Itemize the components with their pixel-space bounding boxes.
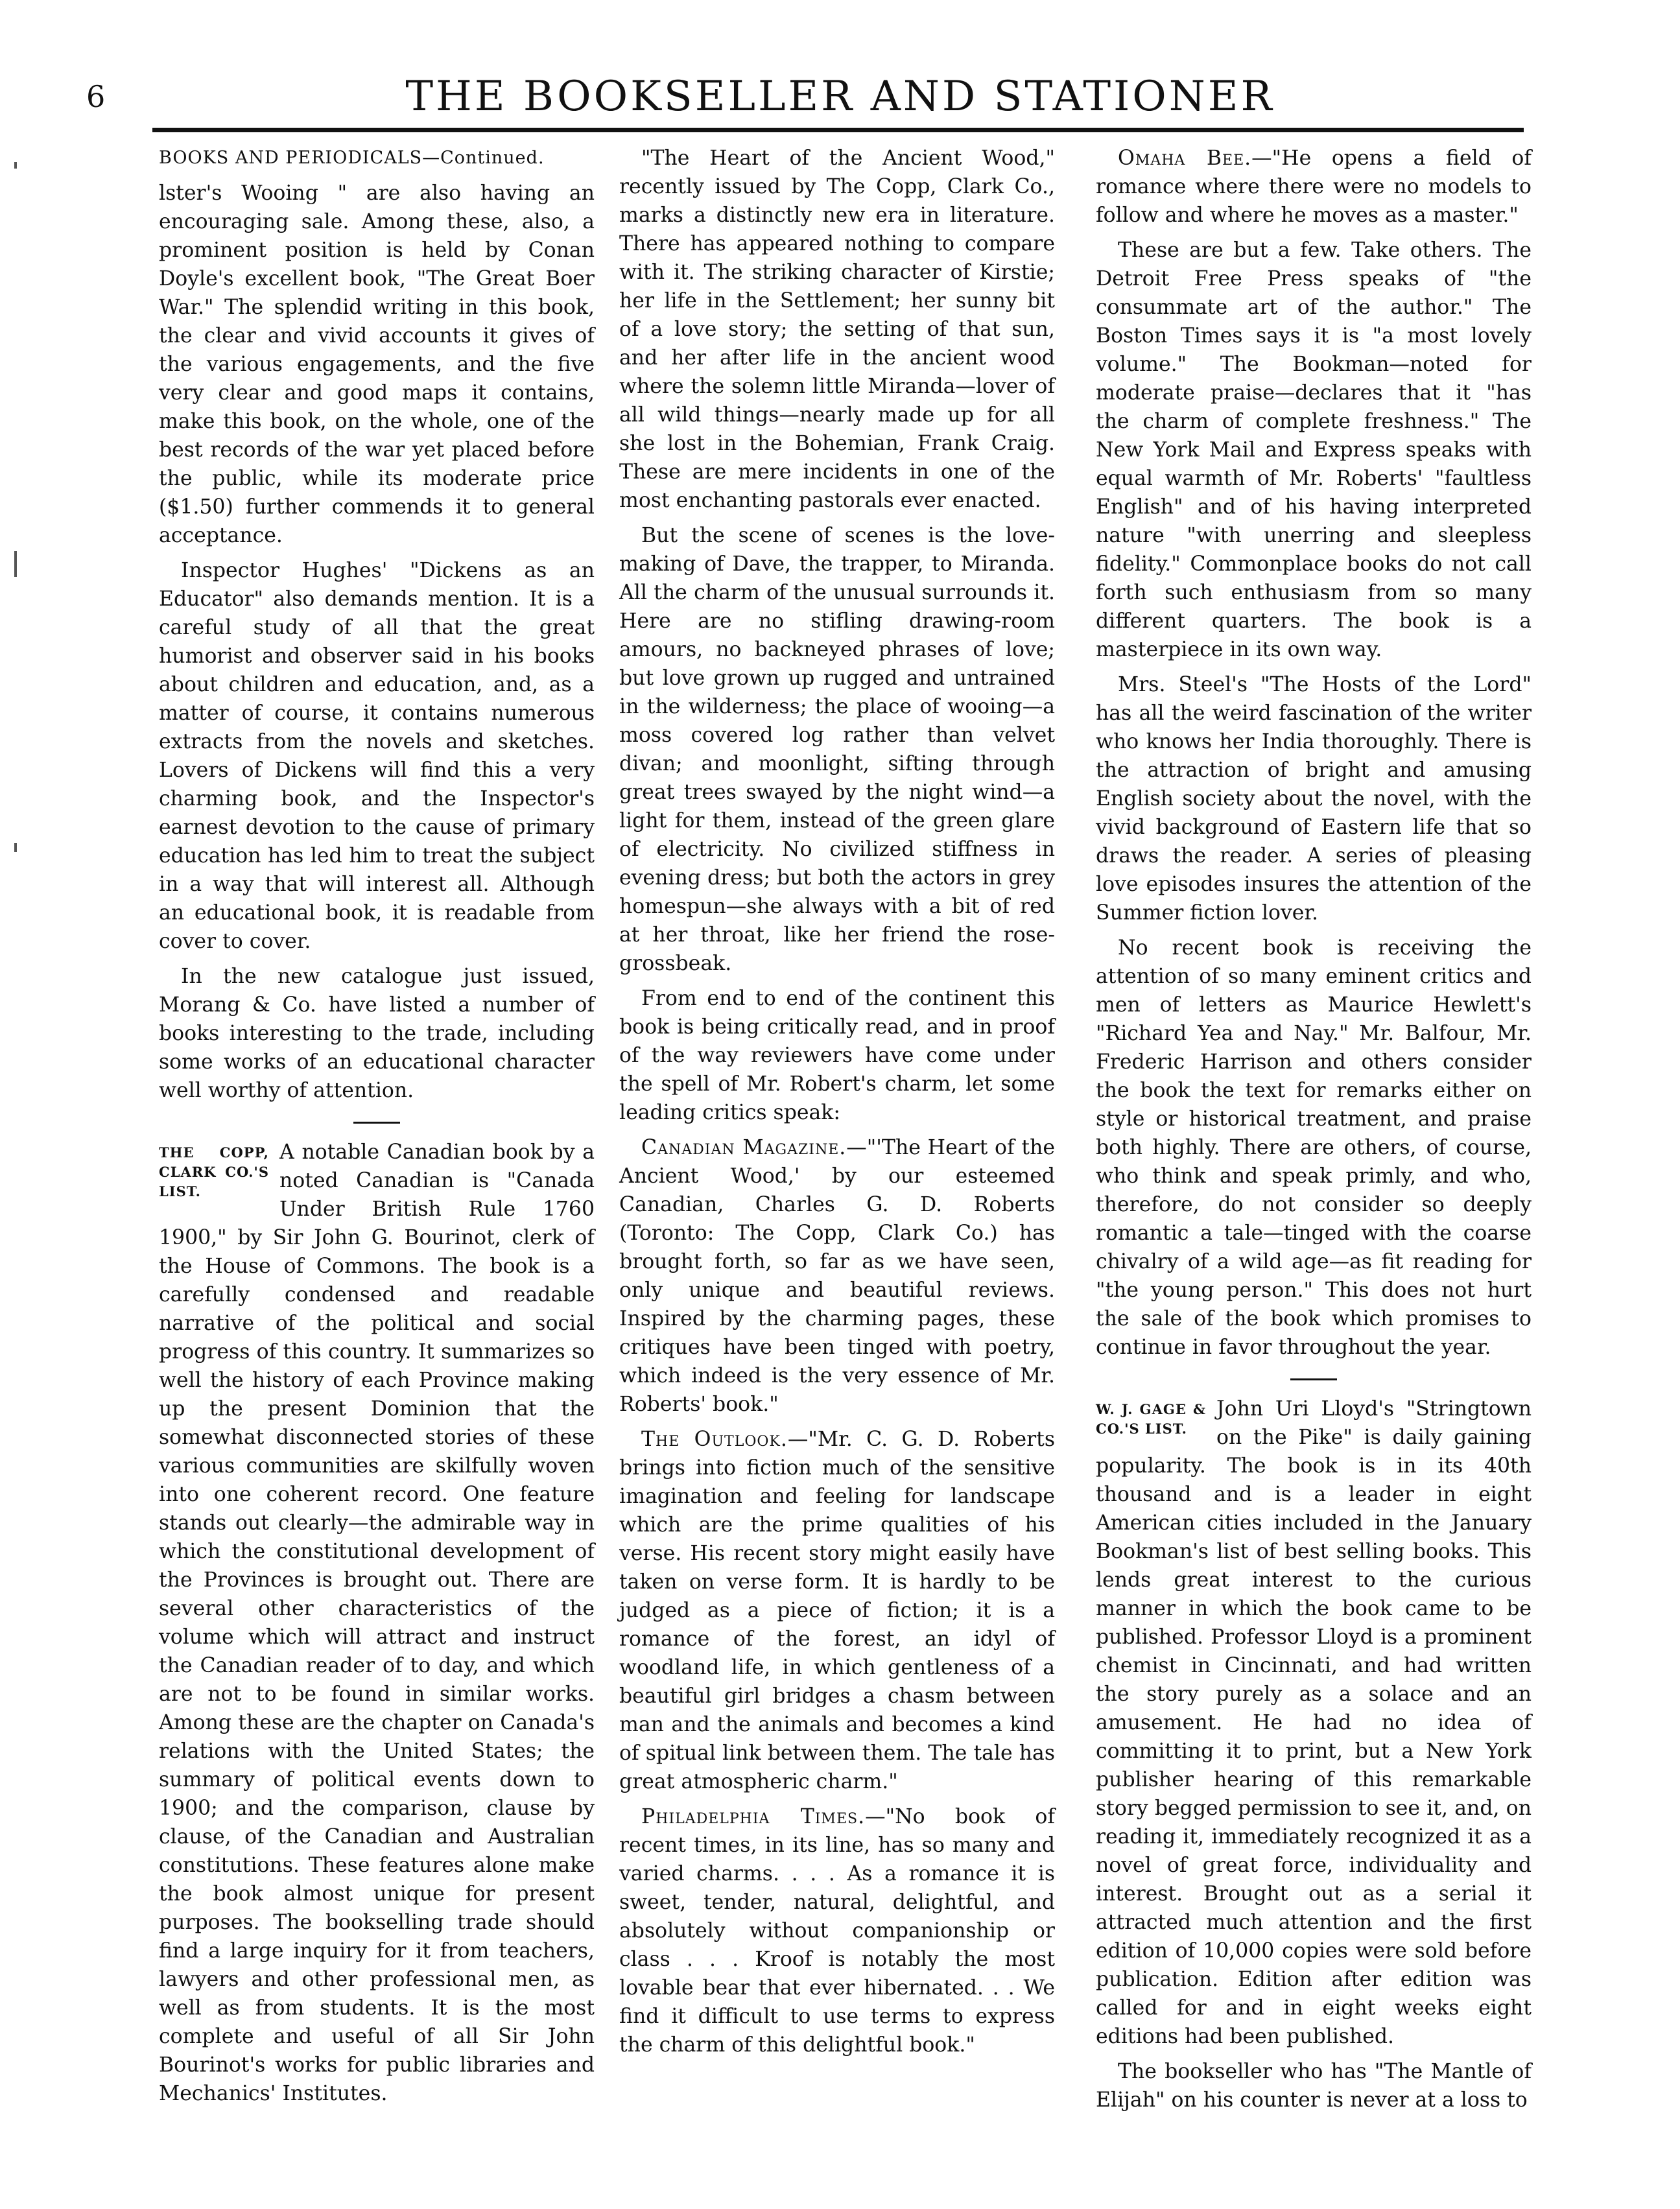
paragraph: But the scene of scenes is the love-making of Dave, the trapper, to Miranda. All the charm of the unusual surrounds it. Here are no stifling drawing-room amours, no backneyed phrases of love; but love grown up rugged and untrained in the wilderness; the place of wooing—a moss covered log rather than velvet divan; and moonlight, sifting through great trees swayed by the night wind—a light for them, instead of the green glare of electricity. No civilized stiffness in evening dress; but both the actors in grey homespun—she always with a bit of red at her throat, like her friend the rose-grossbeak. <box>619 524 1055 975</box>
paragraph: "The Heart of the Ancient Wood," recently issued by The Copp, Clark Co., marks a distinctly new era in literature. There has appeared nothing to compare with it. The striking character of Kirstie; her life in the Settlement; her sunny bit of a love story; the setting of that sun, and her after life in the ancient wood where the solemn little Miranda—lover of all wild things—nearly made up for all she lost in the Bohemian, Frank Craig. These are mere incidents in one of the most enchanting pastorals ever enacted. <box>619 147 1055 512</box>
review-source: Omaha Bee. <box>1118 147 1252 170</box>
review-source: The Outlook. <box>641 1428 788 1451</box>
review-quote <box>619 1802 1055 2059</box>
review-source: Philadelphia Times. <box>641 1805 866 1828</box>
paragraph: No recent book is receiving the attention of so many eminent critics and men of letters as Maurice Hewlett's "Richard Yea and Nay." Mr. Balfour, Mr. Frederic Harrison and others consider the book the text for remarks either on style or historical treatment, and praise both highly. There are others, of course, who think and speak primly, and who, therefore, do not consider so deeply romantic a tale—tinged with the coarse chivalry of a wild age—as fit reading for "the young person." This does not hurt the sale of the book which promises to continue in favor throughout the year. <box>1096 936 1532 1359</box>
side-heading: THE COPP, CLARK CO.'S LIST. <box>159 1144 269 1199</box>
column-3 <box>1096 144 1532 2121</box>
section-divider <box>1290 1378 1337 1380</box>
page-number: 6 <box>86 79 106 114</box>
section-divider <box>353 1122 400 1124</box>
paragraph: In the new catalogue just issued, Morang & Co. have listed a number of books interesting to the trade, including some works of an educational character well worthy of attention. <box>159 965 595 1102</box>
column-1 <box>159 144 595 2114</box>
paragraph: lster's Wooing " are also having an encouraging sale. Among these, also, a prominent position is held by Conan Doyle's excellent book, "The Great Boer War." The splendid writing in this book, the clear and vivid accounts it gives of the various engagements, and the five very clear and good maps it contains, make this book, on the whole, one of the best records of the war yet placed before the public, while its moderate price ($1.50) further commends it to general acceptance. <box>159 182 595 547</box>
side-heading: W. J. GAGE & CO.'S LIST. <box>1096 1401 1206 1437</box>
section-heading: BOOKS AND PERIODICALS—Continued. <box>159 148 545 168</box>
masthead-title: THE BOOKSELLER AND STATIONER <box>405 73 1275 121</box>
review-text: —"'The Heart of the Ancient Wood,' by our esteemed Canadian, Charles G. D. Roberts (Toronto: The Copp, Clark Co.) has brought forth, so far as we have seen, only unique and beautiful reviews. Inspired by the charming pages, these critiques have been tinged with poetry, which indeed is the very essence of Mr. Roberts' book." <box>619 1136 1055 1416</box>
review-text: —"No book of recent times, in its line, has so many and varied charms. . . . As a romance it is sweet, tender, natural, delightful, and absolutely without companionship or class . . . Kroof is notably the most lovable bear that ever hibernated. . . We find it difficult to use terms to express the charm of this delightful book." <box>619 1805 1055 2057</box>
paragraph: Inspector Hughes' "Dickens as an Educator" also demands mention. It is a careful study of all that the great humorist and observer said in his books about children and education, and, as a matter of course, it contains numerous extracts from the novels and sketches. Lovers of Dickens will find this a very charming book, and the Inspector's earnest devotion to the cause of primary education has led him to treat the subject in a way that will interest all. Although an educational book, it is readable from cover to cover. <box>159 559 595 953</box>
review-quote <box>619 1425 1055 1796</box>
review-text: —"Mr. C. G. D. Roberts brings into fiction much of the sensitive imagination and feeling for landscape which are the prime qualities of his verse. His recent story might easily have taken on verse form. It is hardly to be judged as a piece of fiction; it is a romance of the forest, an idyl of woodland life, in which gentleness of a beautiful girl bridges a chasm between man and the animals and becomes a kind of spitual link between them. The tale has great atmospheric charm." <box>619 1428 1055 1793</box>
paragraph: From end to end of the continent this book is being critically read, and in proof of the way reviewers have come under the spell of Mr. Robert's charm, let some leading critics speak: <box>619 987 1055 1124</box>
review-source: Canadian Magazine. <box>641 1136 847 1159</box>
paragraph: These are but a few. Take others. The Detroit Free Press speaks of "the consummate art of the author." The Boston Times says it is "a most lovely volume." The Bookman—noted for moderate praise—declares that it "has the charm of complete freshness." The New York Mail and Express speaks with equal warmth of Mr. Roberts' "faultless English" and of his having interpreted nature "with unerring and sleepless fidelity." Commonplace books do not call forth such enthusiasm from so many different quarters. The book is a masterpiece in its own way. <box>1096 239 1532 661</box>
scan-mark <box>14 551 17 577</box>
review-text: —"He opens a field of romance where there were no models to follow and where he moves as a master." <box>1096 147 1532 227</box>
header-rule <box>152 128 1524 132</box>
review-quote <box>619 1133 1055 1419</box>
scan-mark <box>14 843 17 852</box>
paragraph: The bookseller who has "The Mantle of Elijah" on his counter is never at a loss to <box>1096 2060 1532 2112</box>
column-2 <box>619 144 1055 2066</box>
review-quote <box>1096 144 1532 230</box>
paragraph: A notable Canadian book by a noted Canadian is "Canada Under British Rule 1760 1900," by Sir John G. Bourinot, clerk of the House of Commons. The book is a carefully condensed and readable narrative of the political and social progress of this country. It summarizes so well the history of each Province making up the present Dominion that the somewhat disconnected stories of these various communities are skilfully woven into one coherent record. One feature stands out clearly—the admirable way in which the constitutional development of the Provinces is brought out. There are several other characteristics of the volume which will attract and instruct the Canadian reader of to day, and which are not to be found in similar works. Among these are the chapter on Canada's relations with the United States; the summary of political events down to 1900; and the comparison, clause by clause, of the Canadian and Australian constitutions. These features alone make the book almost unique for present purposes. The bookselling trade should find a large inquiry for it from teachers, lawyers and other professional men, as well as from students. It is the most complete and useful of all Sir John Bourinot's works for public libraries and Mechanics' Institutes. <box>159 1140 595 2105</box>
scan-mark <box>14 162 17 169</box>
paragraph: Mrs. Steel's "The Hosts of the Lord" has all the weird fascination of the writer who knows her India thoroughly. There is the attraction of bright and amusing English society about the novel, with the vivid background of Eastern life that so draws the reader. A series of pleasing love episodes insures the attention of the Summer fiction lover. <box>1096 673 1532 925</box>
paragraph: John Uri Lloyd's "Stringtown on the Pike" is daily gaining popularity. The book is in its 40th thousand and is a leader in eight American cities included in the January Bookman's list of best selling books. This lends great interest to the curious manner in which the book came to be published. Professor Lloyd is a prominent chemist in Cincinnati, and had written the story purely as a solace and an amusement. He had no idea of committing it to print, but a New York publisher hearing of this remarkable story begged permission to see it, and, on reading it, immediately recognized it as a novel of great force, individuality and interest. Brought out as a serial it attracted much attention and the first edition of 10,000 copies were sold before publication. Edition after edition was called for and in eight weeks eight editions had been published. <box>1096 1397 1532 2048</box>
